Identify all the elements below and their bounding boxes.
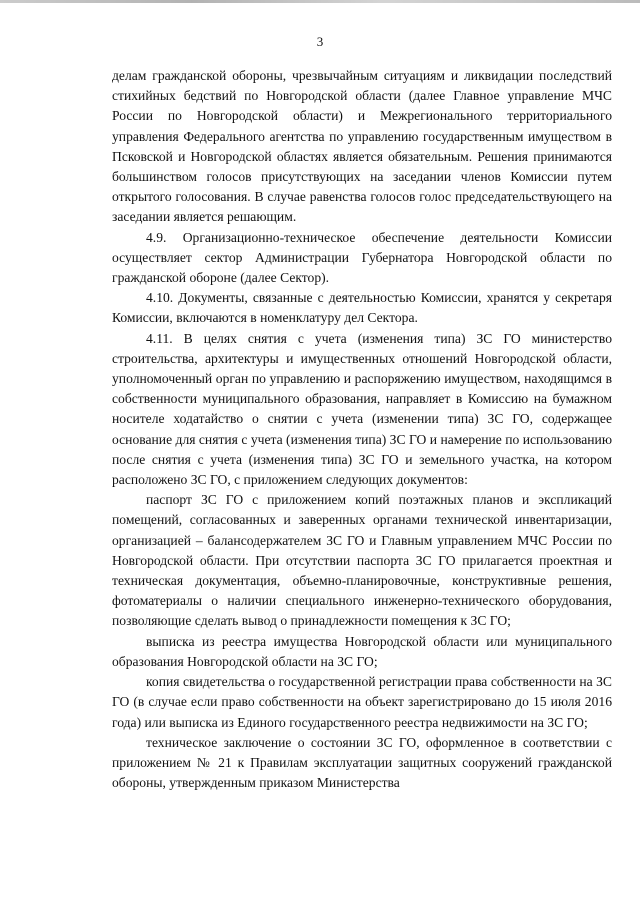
scan-edge-artifact — [0, 0, 640, 3]
document-body — [112, 66, 612, 793]
list-item-technical-conclusion: техническое заключение о состоянии ЗС ГО, оформленное в соответствии с приложением № 21 к Правилам эксплуатации защитных сооружений гражданской обороны, утвержденным приказом Министерства — [112, 734, 612, 791]
page-number: 3 — [316, 34, 324, 49]
paragraph-4-11: 4.11. В целях снятия с учета (изменения типа) ЗС ГО министерство строительства, архитектуры и имущественных отношений Новгородской области, уполномоченный орган по управлению и распоряжению имуществом, находящимся в собственности муниципального образования, направляет в Комиссию на бумажном носителе ходатайство о снятии с учета (изменении типа) ЗС ГО, содержащее основание для снятия с учета (изменения типа) ЗС ГО и намерение по использованию после снятия с учета (изменения типа) ЗС ГО и земельного участка, на котором расположено ЗС ГО, с приложением следующих документов: — [112, 330, 612, 488]
paragraph-4-9: 4.9. Организационно-техническое обеспечение деятельности Комиссии осуществляет сектор Администрации Губернатора Новгородской области по гражданской обороне (далее Сектор). — [112, 229, 612, 286]
list-item-registry-extract: выписка из реестра имущества Новгородской области или муниципального образования Новгородской области на ЗС ГО; — [112, 633, 612, 669]
list-item-passport: паспорт ЗС ГО с приложением копий поэтажных планов и экспликаций помещений, согласованных и заверенных органами технической инвентаризации, организацией – балансодержателем ЗС ГО и Главным управлением МЧС России по Новгородской области. При отсутствии паспорта ЗС ГО прилагается проектная и техническая документация, объемно-планировочные, конструктивные решения, фотоматериалы о наличии специального инженерно-технического оборудования, позволяющие сделать вывод о принадлежности помещения к ЗС ГО; — [112, 492, 612, 629]
list-item-ownership-certificate: копия свидетельства о государственной регистрации права собственности на ЗС ГО (в случае если право собственности на объект зарегистрировано до 15 июля 2016 года) или выписка из Единого государственного реестра недвижимости на ЗС ГО; — [112, 674, 612, 730]
paragraph-continuation: делам гражданской обороны, чрезвычайным ситуациям и ликвидации последствий стихийных бедствий по Новгородской области (далее Главное управление МЧС России по Новгородской области) и Межрегионального территориального управления Федерального агентства по управлению государственным имуществом в Псковской и Новгородской областях является обязательным. Решения принимаются большинством голосов присутствующих на заседании членов Комиссии путем открытого голосования. В случае равенства голосов голос председательствующего на заседании является решающим. — [112, 68, 612, 225]
paragraph-4-10: 4.10. Документы, связанные с деятельностью Комиссии, хранятся у секретаря Комиссии, включаются в номенклатуру дел Сектора. — [112, 290, 612, 326]
